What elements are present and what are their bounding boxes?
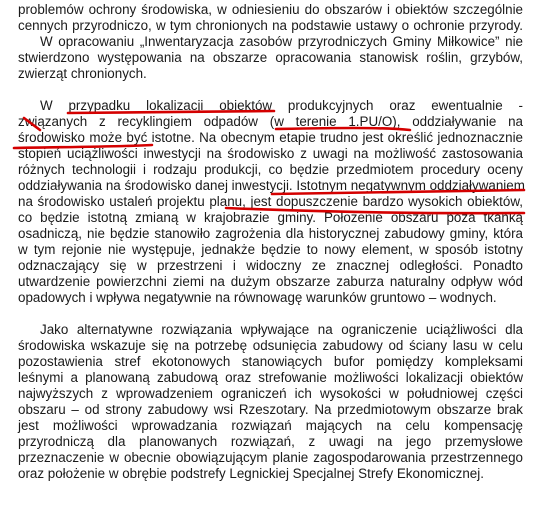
- text-line: osadniczą, nie będzie stanowiło zagrożenia dla historycznej zabudowy gminy, która: [18, 226, 523, 241]
- text-line: w tym rejonie nie występuje, jednakże będzie to nowy element, w sposób istotny: [18, 242, 523, 257]
- text-line: utwardzenie powierzchni ziemi na dużym obszarze zaburza naturalny odpływ wód: [18, 274, 523, 289]
- text-line: cennych przyrodniczo, w tym chronionych na podstawie ustawy o ochronie przyrody.: [18, 18, 523, 33]
- text-line: co będzie istotną zmianą w krajobrazie gminy. Położenie obszaru poza tkanką: [18, 210, 523, 225]
- text-line: zwierząt chronionych.: [18, 66, 147, 81]
- text-line: na środowisko ustaleń projektu planu, jest dopuszczenie bardzo wysokich obiektów,: [18, 194, 523, 209]
- text-line: problemów ochrony środowiska, w odniesieniu do obszarów i obiektów szczególnie: [18, 2, 523, 17]
- text-line: opadowych i wpływa negatywnie na równowagę warunków gruntowo – wodnych.: [18, 290, 497, 305]
- text-line: środowisko może być istotne. Na obecnym etapie trudno jest określić jednoznacznie: [18, 130, 523, 145]
- text-line: pozostawienia stref ekotonowych stanowiących bufor pomiędzy kompleksami: [18, 354, 523, 369]
- text-line: różnych technologii i rodzaju produkcji, co będzie przedmiotem procedury oceny: [18, 162, 523, 177]
- text-line: oddziaływania na środowisko danej inwestycji. Istotnym negatywnym oddziaływaniem: [18, 178, 525, 193]
- text-line: przyrodniczą dla planowanych rozwiązań, z uwagi na jego przemysłowe: [18, 434, 523, 449]
- text-line: W przypadku lokalizacji obiektów produkcyjnych oraz ewentualnie -: [40, 98, 523, 113]
- text-line: stwierdzono występowania na obszarze opracowania stanowisk roślin, grzybów,: [18, 50, 523, 65]
- text-line: przeznaczenie w obecnie obowiązującym planie zagospodarowania przestrzennego: [18, 450, 523, 465]
- text-line: jest możliwości wprowadzania rozwiązań mających na celu kompensację: [18, 418, 523, 433]
- text-line: oraz położenie w obrębie podstrefy Legnickiej Specjalnej Strefy Ekonomicznej.: [18, 466, 484, 481]
- text-line: środowiska wskazuje się na potrzebę odsunięcia zabudowy od ściany lasu w celu: [18, 338, 523, 353]
- text-line: odznaczający się w przestrzeni i widoczny ze znacznej odległości. Ponadto: [18, 258, 523, 273]
- text-line: W opracowaniu „Inwentaryzacja zasobów przyrodniczych Gminy Miłkowice” nie: [40, 34, 523, 49]
- text-line: najwyższych z wprowadzeniem ograniczeń ich wysokości w południowej części: [18, 386, 523, 401]
- text-line: obszaru – od strony zabudowy wsi Rzeszotary. Na przedmiotowym obszarze brak: [18, 402, 523, 417]
- text-line: stopień uciążliwości inwestycji na środowisko z uwagi na możliwość zastosowania: [18, 146, 523, 161]
- text-line: Jako alternatywne rozwiązania wpływające na ograniczenie uciążliwości dla: [40, 322, 523, 337]
- text-line: związanych z recyklingiem odpadów (w terenie 1.PU/O), oddziaływanie na: [18, 114, 523, 129]
- text-line: leśnymi a planowaną zabudową oraz strefowanie możliwości lokalizacji obiektów: [18, 370, 523, 385]
